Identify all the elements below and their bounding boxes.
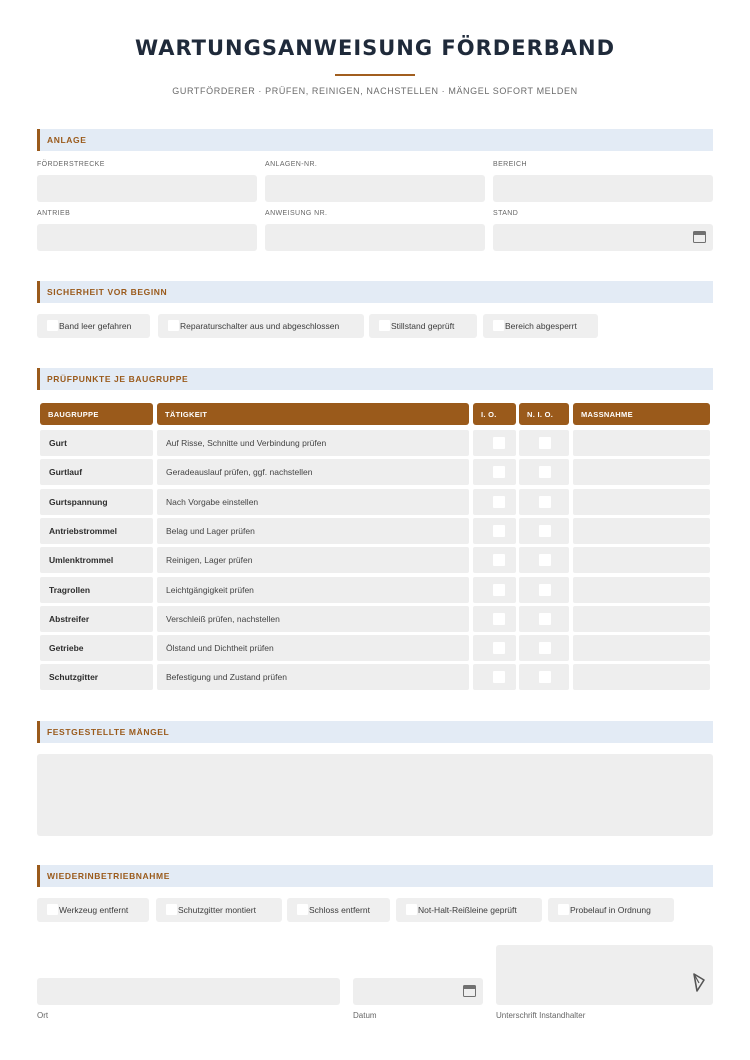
section-anlage-title: ANLAGE — [47, 135, 87, 145]
check-label: Probelauf in Ordnung — [570, 905, 651, 915]
checkbox[interactable] — [406, 904, 417, 915]
cell-baugruppe — [40, 577, 153, 603]
baugruppe-text: Gurt — [49, 438, 67, 448]
taetigkeit-text: Verschleiß prüfen, nachstellen — [166, 613, 280, 624]
nio-checkbox[interactable] — [539, 466, 551, 478]
cell-nio — [519, 547, 569, 573]
io-checkbox[interactable] — [493, 671, 505, 683]
check-schloss-entfernt[interactable] — [287, 898, 390, 922]
io-checkbox[interactable] — [493, 642, 505, 654]
section-pruefpunkte-header — [37, 368, 713, 390]
cell-io — [473, 635, 516, 661]
section-maengel-header — [37, 721, 713, 743]
col-header-io: I. O. — [473, 403, 516, 425]
bereich-field[interactable] — [493, 175, 713, 202]
section-pruefpunkte-title: PRÜFPUNKTE JE BAUGRUPPE — [47, 374, 189, 384]
cell-taetigkeit — [157, 547, 469, 573]
check-label: Stillstand geprüft — [391, 321, 455, 331]
antrieb-label: ANTRIEB — [37, 210, 71, 217]
cell-massnahme[interactable] — [573, 518, 710, 544]
section-wiederinbetriebnahme-header — [37, 865, 713, 887]
cell-nio — [519, 430, 569, 456]
nio-checkbox[interactable] — [539, 613, 551, 625]
cell-taetigkeit — [157, 518, 469, 544]
baugruppe-text: Antriebstrommel — [49, 525, 118, 536]
checkbox[interactable] — [47, 320, 58, 331]
io-checkbox[interactable] — [493, 496, 505, 508]
title-divider — [335, 74, 415, 76]
col-header-taetigkeit: TÄTIGKEIT — [157, 403, 469, 425]
nio-checkbox[interactable] — [539, 525, 551, 537]
cell-taetigkeit — [157, 606, 469, 632]
cell-massnahme[interactable] — [573, 489, 710, 515]
cell-io — [473, 459, 516, 485]
cell-massnahme[interactable] — [573, 459, 710, 485]
page-title: WARTUNGSANWEISUNG FÖRDERBAND — [134, 36, 616, 60]
baugruppe-text: Gurtlauf — [49, 467, 83, 478]
cell-io — [473, 664, 516, 690]
cell-taetigkeit — [157, 459, 469, 485]
baugruppe-text: Schutzgitter — [49, 672, 99, 683]
check-werkzeug-entfernt[interactable] — [37, 898, 149, 922]
cell-baugruppe — [40, 430, 153, 456]
io-checkbox[interactable] — [493, 584, 505, 596]
ort-field[interactable] — [37, 978, 340, 1005]
unterschrift-label: Unterschrift Instandhalter — [496, 1011, 586, 1020]
anlagen-nr-label: ANLAGEN-NR. — [265, 161, 318, 168]
maengel-textarea[interactable] — [37, 754, 713, 836]
nio-checkbox[interactable] — [539, 671, 551, 683]
check-reparaturschalter[interactable] — [158, 314, 364, 338]
check-stillstand[interactable] — [369, 314, 477, 338]
checkbox[interactable] — [166, 904, 177, 915]
col-header-nio: N. I. O. — [519, 403, 569, 425]
foerderstrecke-field[interactable] — [37, 175, 257, 202]
check-not-halt-reissleine[interactable] — [396, 898, 542, 922]
signature-field[interactable] — [496, 945, 713, 1005]
cell-taetigkeit — [157, 430, 469, 456]
taetigkeit-text: Leichtgängigkeit prüfen — [166, 584, 254, 595]
taetigkeit-text: Geradeauslauf prüfen, ggf. nachstellen — [166, 467, 313, 478]
cell-io — [473, 547, 516, 573]
section-sicherheit-header — [37, 281, 713, 303]
cell-nio — [519, 635, 569, 661]
cell-massnahme[interactable] — [573, 430, 710, 456]
cell-massnahme[interactable] — [573, 547, 710, 573]
checkbox[interactable] — [493, 320, 504, 331]
cell-nio — [519, 459, 569, 485]
taetigkeit-text: Reinigen, Lager prüfen — [166, 555, 253, 566]
checkbox[interactable] — [47, 904, 58, 915]
cell-nio — [519, 606, 569, 632]
check-probelauf[interactable] — [548, 898, 674, 922]
check-label: Werkzeug entfernt — [59, 905, 129, 915]
cell-io — [473, 577, 516, 603]
cell-massnahme[interactable] — [573, 577, 710, 603]
checkbox[interactable] — [297, 904, 308, 915]
cell-massnahme[interactable] — [573, 664, 710, 690]
io-checkbox[interactable] — [493, 437, 505, 449]
cell-taetigkeit — [157, 635, 469, 661]
cell-nio — [519, 664, 569, 690]
cell-baugruppe — [40, 489, 153, 515]
taetigkeit-text: Auf Risse, Schnitte und Verbindung prüfen — [166, 438, 327, 448]
page-subtitle: GURTFÖRDERER · PRÜFEN, REINIGEN, NACHSTELLEN · MÄNGEL SOFORT MELDEN — [172, 86, 578, 96]
check-bereich-abgesperrt[interactable] — [483, 314, 598, 338]
check-label: Not-Halt-Reißleine geprüft — [418, 905, 517, 915]
baugruppe-text: Tragrollen — [49, 584, 91, 595]
baugruppe-text: Umlenktrommel — [49, 555, 114, 566]
check-label: Band leer gefahren — [59, 321, 132, 331]
datum-label: Datum — [353, 1011, 377, 1020]
section-maengel-title: FESTGESTELLTE MÄNGEL — [47, 727, 170, 737]
stand-label: STAND — [493, 210, 519, 217]
nio-checkbox[interactable] — [539, 584, 551, 596]
anweisung-nr-field[interactable] — [265, 224, 485, 251]
cell-taetigkeit — [157, 489, 469, 515]
section-wiederinbetriebnahme-title: WIEDERINBETRIEBNAHME — [47, 871, 170, 881]
datum-field[interactable] — [353, 978, 483, 1005]
cell-baugruppe — [40, 518, 153, 544]
cell-baugruppe — [40, 635, 153, 661]
cell-baugruppe — [40, 547, 153, 573]
checkbox[interactable] — [558, 904, 569, 915]
cell-io — [473, 489, 516, 515]
cell-baugruppe — [40, 664, 153, 690]
baugruppe-text: Getriebe — [49, 643, 84, 654]
cell-io — [473, 518, 516, 544]
antrieb-field[interactable] — [37, 224, 257, 251]
col-header-baugruppe: BAUGRUPPE — [40, 403, 153, 425]
io-checkbox[interactable] — [493, 554, 505, 566]
foerderstrecke-label: FÖRDERSTRECKE — [37, 161, 105, 168]
nio-checkbox[interactable] — [539, 554, 551, 566]
cell-nio — [519, 518, 569, 544]
check-schutzgitter-montiert[interactable] — [156, 898, 282, 922]
io-checkbox[interactable] — [493, 613, 505, 625]
cell-io — [473, 430, 516, 456]
cell-taetigkeit — [157, 664, 469, 690]
baugruppe-text: Abstreifer — [49, 613, 90, 624]
taetigkeit-text: Nach Vorgabe einstellen — [166, 496, 259, 507]
calendar-icon[interactable] — [463, 985, 476, 997]
anlagen-nr-field[interactable] — [265, 175, 485, 202]
section-anlage-header — [37, 129, 713, 151]
check-label: Reparaturschalter aus und abgeschlossen — [180, 321, 340, 331]
io-checkbox[interactable] — [493, 525, 505, 537]
cell-massnahme[interactable] — [573, 635, 710, 661]
checkbox[interactable] — [168, 320, 179, 331]
cell-taetigkeit — [157, 577, 469, 603]
ort-label: Ort — [37, 1011, 49, 1020]
bereich-label: BEREICH — [493, 161, 527, 168]
cell-massnahme[interactable] — [573, 606, 710, 632]
check-label: Schloss entfernt — [309, 905, 370, 915]
section-sicherheit-title: SICHERHEIT VOR BEGINN — [47, 287, 168, 297]
cell-baugruppe — [40, 606, 153, 632]
stand-date-field[interactable] — [493, 224, 713, 251]
check-band-leer[interactable] — [37, 314, 150, 338]
nio-checkbox[interactable] — [539, 642, 551, 654]
check-label: Bereich abgesperrt — [505, 321, 577, 331]
pen-icon — [691, 972, 707, 994]
nio-checkbox[interactable] — [539, 496, 551, 508]
nio-checkbox[interactable] — [539, 437, 551, 449]
taetigkeit-text: Befestigung und Zustand prüfen — [166, 672, 287, 683]
col-header-massnahme: MASSNAHME — [573, 403, 710, 425]
cell-nio — [519, 489, 569, 515]
anweisung-nr-label: ANWEISUNG NR. — [265, 210, 328, 217]
taetigkeit-text: Belag und Lager prüfen — [166, 525, 255, 536]
calendar-icon[interactable] — [693, 231, 706, 243]
cell-nio — [519, 577, 569, 603]
io-checkbox[interactable] — [493, 466, 505, 478]
cell-io — [473, 606, 516, 632]
baugruppe-text: Gurtspannung — [49, 496, 108, 507]
cell-baugruppe — [40, 459, 153, 485]
checkbox[interactable] — [379, 320, 390, 331]
taetigkeit-text: Ölstand und Dichtheit prüfen — [166, 643, 274, 654]
check-label: Schutzgitter montiert — [178, 905, 256, 915]
